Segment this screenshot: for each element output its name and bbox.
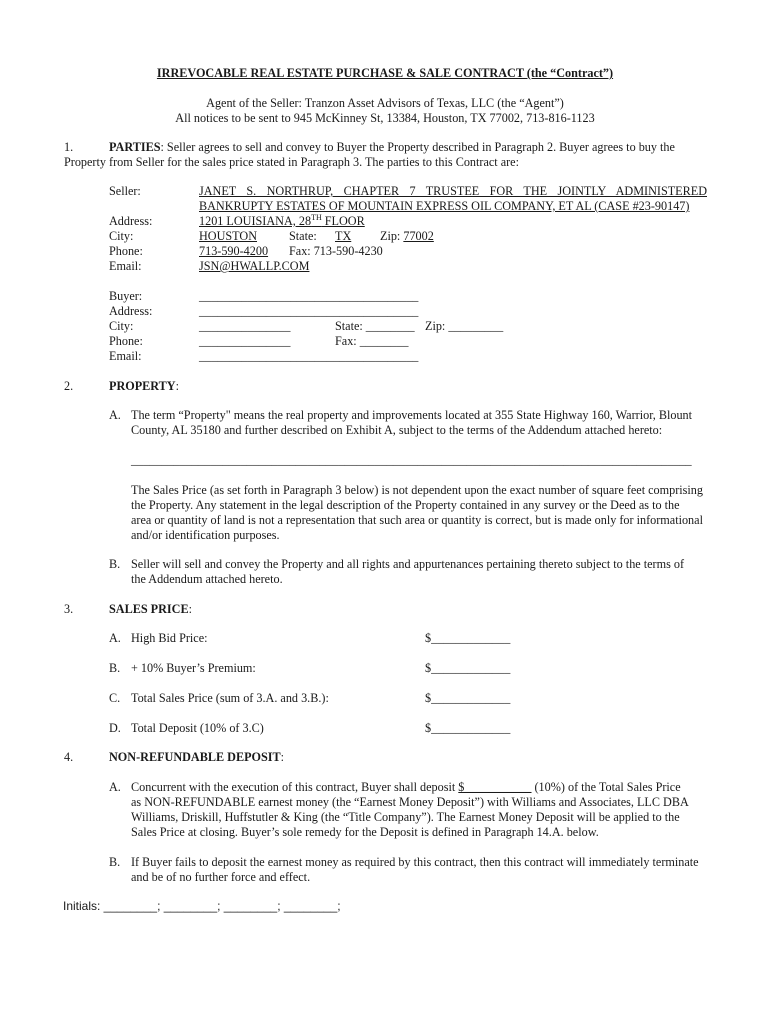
section-2b-line-1: Seller will sell and convey the Property and all rights and appurtenances pertaining thereto subject to the terms of — [131, 557, 685, 571]
section-4-heading: NON-REFUNDABLE DEPOSIT — [109, 750, 281, 764]
seller-name-line-2: BANKRUPTY ESTATES OF MOUNTAIN EXPRESS OIL COMPANY, ET AL (CASE #23-90147) — [199, 199, 690, 213]
total-sales-price-blank[interactable]: $_____________ — [425, 691, 511, 705]
section-2-heading: PROPERTY — [109, 379, 176, 393]
square-feet-line-1: The Sales Price (as set forth in Paragraph 3 below) is not dependent upon the exact number of square feet comprising — [131, 483, 703, 497]
section-4a-line-2: as NON-REFUNDABLE earnest money (the “Earnest Money Deposit”) with Williams and Associates, LLC DBA — [131, 795, 689, 809]
seller-zip-value: 77002 — [403, 229, 434, 243]
price-item-label: B. — [109, 661, 121, 675]
seller-fax: Fax: 713-590-4230 — [289, 244, 383, 258]
section-4a-line-3: Williams, Driskill, Huffstutler & King (the “Title Company”). The Earnest Money Deposit will be applied to the — [131, 810, 680, 824]
buyer-premium-amount-blank[interactable]: $_____________ — [425, 661, 511, 675]
seller-address — [199, 214, 365, 229]
property-description-blank[interactable]: ____________________________________________________________________________________________ — [131, 453, 692, 467]
price-item-text: High Bid Price: — [131, 631, 208, 645]
section-2-number: 2. — [64, 379, 74, 393]
price-item-label: D. — [109, 721, 121, 735]
buyer-label: Buyer: — [109, 289, 143, 303]
section-3-heading: SALES PRICE — [109, 602, 189, 616]
section-2a-label: A. — [109, 408, 121, 422]
section-1-number: 1. — [64, 140, 74, 154]
seller-email-label: Email: — [109, 259, 142, 273]
contract-title: IRREVOCABLE REAL ESTATE PURCHASE & SALE CONTRACT (the “Contract”) — [156, 66, 614, 80]
section-1-line-1 — [109, 140, 675, 155]
section-4a-text-start: Concurrent with the execution of this contract, Buyer shall deposit — [131, 780, 459, 794]
total-deposit-blank[interactable]: $_____________ — [425, 721, 511, 735]
section-4a-line-1 — [131, 780, 681, 795]
section-2b-label: B. — [109, 557, 121, 571]
buyer-email-blank[interactable]: ____________________________________ — [199, 349, 419, 363]
square-feet-line-2: the Property. Any statement in the legal description of the Property contained in any survey or the Deed as to the — [131, 498, 680, 512]
buyer-zip-blank[interactable]: Zip: _________ — [425, 319, 504, 333]
section-4a-label: A. — [109, 780, 121, 794]
section-4b-line-1: If Buyer fails to deposit the earnest money as required by this contract, then this contract will immediately terminate — [131, 855, 699, 869]
buyer-email-label: Email: — [109, 349, 142, 363]
seller-address-part-2: FLOOR — [321, 214, 365, 228]
section-2-colon: : — [175, 379, 179, 393]
section-2a-line-2: County, AL 35180 and further described on Exhibit A, subject to the terms of the Addendum attached hereto: — [131, 423, 663, 437]
price-item-text: Total Sales Price (sum of 3.A. and 3.B.): — [131, 691, 329, 705]
section-4b-line-2: and be of no further force and effect. — [131, 870, 311, 884]
section-3-heading-line — [109, 602, 192, 617]
section-2-heading-line — [109, 379, 179, 394]
buyer-address-label: Address: — [109, 304, 153, 318]
section-1-text-1: : Seller agrees to sell and convey to Buyer the Property described in Paragraph 2. Buyer agrees to buy the — [160, 140, 675, 154]
high-bid-amount-blank[interactable]: $_____________ — [425, 631, 511, 645]
initials-line[interactable]: Initials: ________; ________; ________; ________; — [63, 899, 341, 913]
seller-zip-label: Zip: — [380, 229, 404, 243]
square-feet-line-3: area or quantity of land is not a representation that such area or quantity is correct, but is made only for informational — [131, 513, 703, 527]
buyer-fax-blank[interactable]: Fax: ________ — [335, 334, 409, 348]
price-item-label: A. — [109, 631, 121, 645]
section-4b-label: B. — [109, 855, 121, 869]
seller-phone-label: Phone: — [109, 244, 143, 258]
section-4-number: 4. — [64, 750, 74, 764]
seller-email: JSN@HWALLP.COM — [199, 259, 310, 273]
seller-name-line-1: JANET S. NORTHRUP, CHAPTER 7 TRUSTEE FOR THE JOINTLY ADMINISTERED — [199, 184, 707, 198]
seller-zip — [380, 229, 434, 244]
price-item-label: C. — [109, 691, 121, 705]
notice-line: All notices to be sent to 945 McKinney St, 13384, Houston, TX 77002, 713-816-1123 — [175, 111, 595, 125]
square-feet-line-4: and/or identification purposes. — [131, 528, 280, 542]
section-3-number: 3. — [64, 602, 74, 616]
buyer-address-blank[interactable]: ____________________________________ — [199, 304, 419, 318]
section-4a-text-end: (10%) of the Total Sales Price — [531, 780, 681, 794]
price-item-text: + 10% Buyer’s Premium: — [131, 661, 256, 675]
section-2a-line-1: The term “Property" means the real property and improvements located at 355 State Highway 160, Warrior, Blount — [131, 408, 693, 422]
seller-city: HOUSTON — [199, 229, 258, 243]
buyer-state-blank[interactable]: State: ________ — [335, 319, 415, 333]
price-item-text: Total Deposit (10% of 3.C) — [131, 721, 264, 735]
section-3-colon: : — [188, 602, 192, 616]
seller-address-part-1: 1201 LOUISIANA, 28 — [199, 214, 312, 228]
section-4-colon: : — [280, 750, 285, 764]
seller-address-superscript: TH — [311, 212, 322, 222]
buyer-city-blank[interactable]: _______________ — [199, 319, 291, 333]
seller-address-label: Address: — [109, 214, 153, 228]
seller-phone: 713-590-4200 — [199, 244, 269, 258]
buyer-phone-blank[interactable]: _______________ — [199, 334, 291, 348]
section-1-heading: PARTIES — [109, 140, 161, 154]
seller-city-label: City: — [109, 229, 134, 243]
section-4-heading-line — [109, 750, 284, 765]
buyer-name-blank[interactable]: ____________________________________ — [199, 289, 419, 303]
buyer-phone-label: Phone: — [109, 334, 143, 348]
seller-label: Seller: — [109, 184, 141, 198]
buyer-city-label: City: — [109, 319, 134, 333]
section-4a-line-4: Sales Price at closing. Buyer’s sole remedy for the Deposit is defined in Paragraph 14.A. below. — [131, 825, 599, 839]
agent-line: Agent of the Seller: Tranzon Asset Advisors of Texas, LLC (the “Agent”) — [206, 96, 564, 110]
section-1-line-2: Property from Seller for the sales price stated in Paragraph 3. The parties to this Contract are: — [64, 155, 519, 169]
seller-state-label: State: — [289, 229, 317, 243]
deposit-amount-blank[interactable]: $___________ — [458, 780, 532, 794]
section-2b-line-2: the Addendum attached hereto. — [131, 572, 283, 586]
seller-state: TX — [335, 229, 352, 243]
